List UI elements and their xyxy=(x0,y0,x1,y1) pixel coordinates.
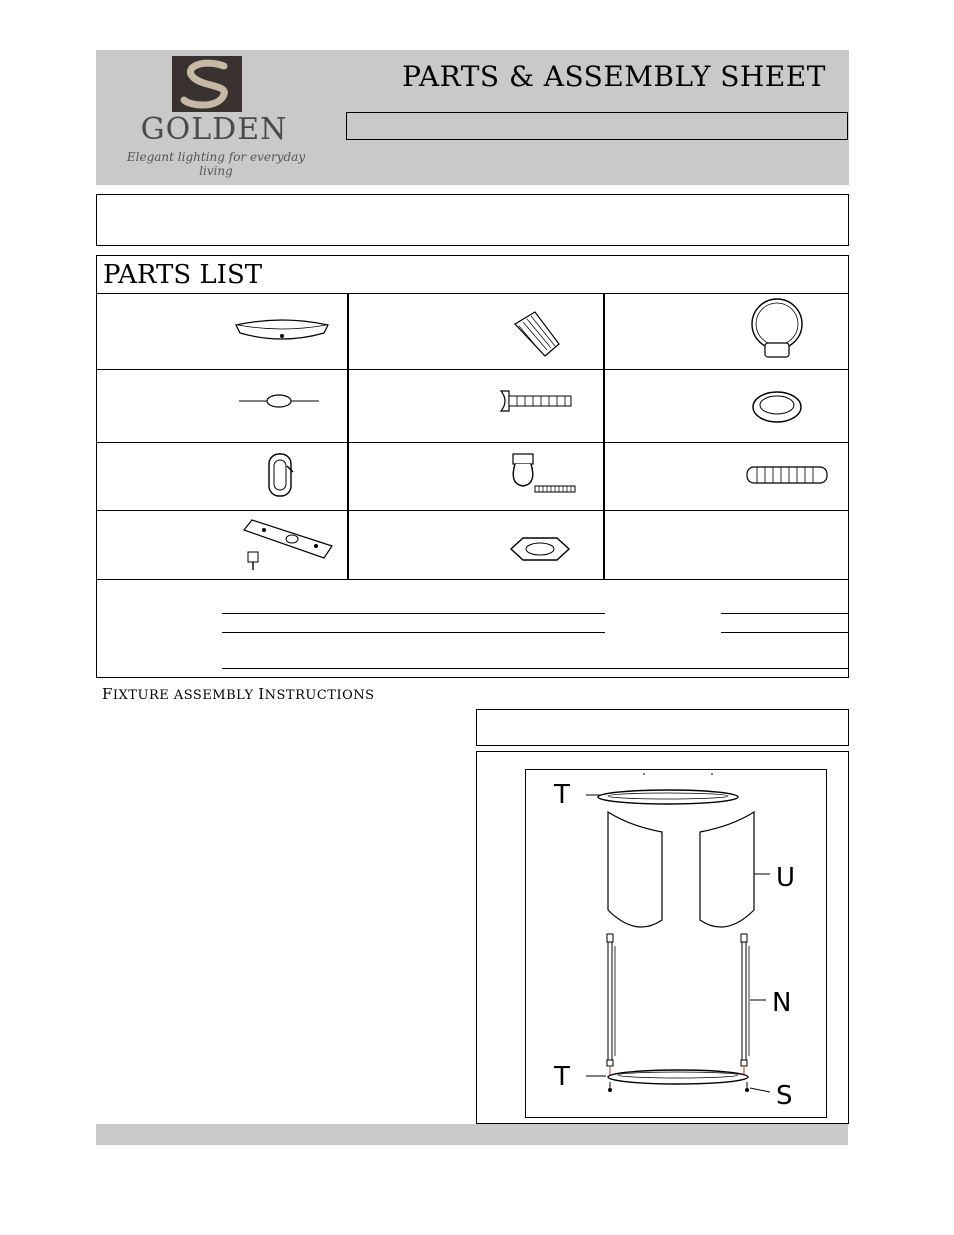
blank-line xyxy=(222,668,848,669)
grid-divider xyxy=(603,294,605,579)
grid-divider xyxy=(347,294,349,579)
grid-divider xyxy=(97,579,848,580)
footer-bar xyxy=(96,1124,848,1145)
step-header-box xyxy=(476,709,849,746)
hex-nut-icon xyxy=(507,535,573,563)
assembly-instructions-title: FIXTURE ASSEMBLY INSTRUCTIONS xyxy=(102,685,375,703)
mounting-bracket-icon xyxy=(242,518,334,572)
label-u: U xyxy=(776,863,796,893)
rod-left xyxy=(607,934,615,1075)
brand-name: GOLDEN xyxy=(140,112,288,147)
screw-collar-loop-icon xyxy=(505,452,577,496)
label-n: N xyxy=(772,988,792,1018)
header-banner xyxy=(96,50,849,185)
loop-icon xyxy=(749,296,805,360)
label-t-top: T xyxy=(554,780,570,810)
label-s: S xyxy=(776,1081,793,1111)
blank-line xyxy=(721,613,848,614)
assembly-diagram-frame xyxy=(476,751,849,1124)
parts-list-table xyxy=(96,255,849,678)
model-number-field xyxy=(346,112,848,140)
rod-right xyxy=(741,934,749,1075)
grid-divider xyxy=(97,510,848,511)
parts-list-title: PARTS LIST xyxy=(103,260,263,290)
chain-link-icon xyxy=(265,452,295,498)
grid-divider xyxy=(97,293,848,294)
wire-connector-icon xyxy=(239,391,319,411)
lock-washer-icon xyxy=(749,388,805,426)
brand-tagline: Elegant lighting for everyday living xyxy=(126,150,306,178)
blank-line xyxy=(222,632,605,633)
screw-icon xyxy=(497,389,575,413)
grid-divider xyxy=(97,369,848,370)
golden-logo-icon xyxy=(172,56,242,112)
nipple-rod-icon xyxy=(745,464,829,486)
assembly-diagram xyxy=(525,769,827,1118)
grid-divider xyxy=(97,442,848,443)
blank-line xyxy=(721,632,848,633)
canopy-icon xyxy=(232,311,332,346)
blank-line xyxy=(222,613,605,614)
sheet-title: PARTS & ASSEMBLY SHEET xyxy=(402,60,826,93)
label-t-bottom: T xyxy=(554,1062,570,1092)
wire-nut-icon xyxy=(505,304,565,359)
fixture-exploded-view xyxy=(526,770,826,1117)
info-box xyxy=(96,194,849,246)
